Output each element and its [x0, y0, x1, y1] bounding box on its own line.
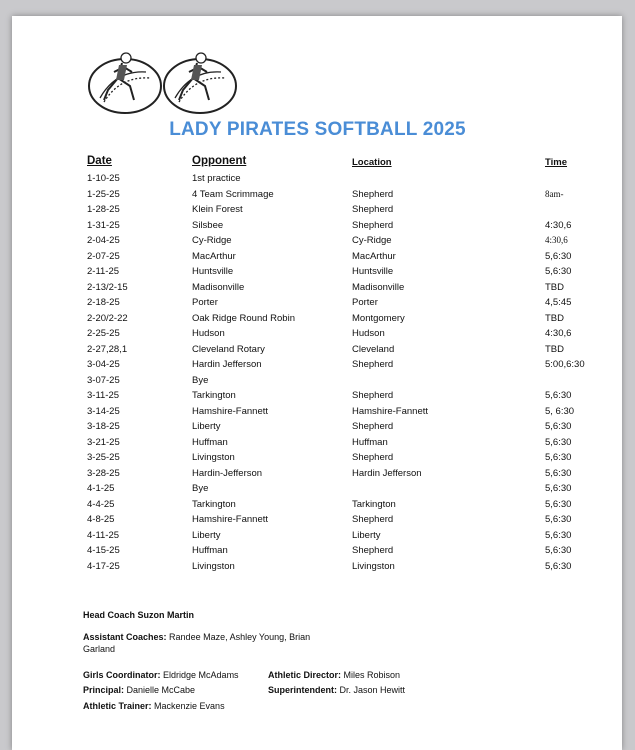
row-location: Tarkington	[352, 498, 396, 510]
row-time: 5:00,6:30	[545, 359, 585, 370]
row-time: TBD	[545, 343, 564, 355]
table-row	[12, 468, 622, 484]
softball-player-logo-icon	[161, 50, 239, 116]
row-time: 4:30,6	[545, 235, 568, 245]
row-opponent: Bye	[192, 483, 209, 494]
row-opponent: Tarkington	[192, 498, 236, 510]
row-opponent: Hudson	[192, 328, 225, 339]
assistant-coaches-value: Randee Maze, Ashley Young, Brian	[169, 632, 311, 642]
row-opponent: Hardin Jefferson	[192, 359, 262, 370]
row-location: Shepherd	[352, 421, 394, 432]
table-row	[12, 359, 622, 375]
row-time: 5, 6:30	[545, 405, 575, 417]
row-opponent: 4 Team Scrimmage	[192, 188, 274, 200]
table-row	[12, 545, 622, 561]
row-location: MacArthur	[352, 250, 396, 262]
row-opponent: 1st practice	[192, 173, 241, 184]
superintendent-value: Dr. Jason Hewitt	[339, 685, 406, 695]
table-row	[12, 173, 622, 189]
girls-coordinator	[83, 669, 239, 681]
row-date: 3-11-25	[87, 390, 120, 401]
row-opponent: Huntsville	[192, 266, 234, 277]
row-opponent: Livingston	[192, 452, 235, 463]
row-opponent: Livingston	[192, 560, 235, 572]
row-location: Montgomery	[352, 312, 405, 324]
row-time: 4:30,6	[545, 328, 572, 339]
row-opponent: Tarkington	[192, 390, 236, 401]
row-location: Livingston	[352, 560, 395, 572]
athletic-director	[268, 669, 400, 681]
row-time: 5,6:30	[545, 560, 572, 572]
table-row	[12, 220, 622, 236]
table-row	[12, 189, 622, 205]
page-title: LADY PIRATES SOFTBALL 2025	[169, 119, 466, 140]
row-time: 5,6:30	[545, 545, 572, 556]
row-date: 2-27,28,1	[87, 343, 128, 355]
row-date: 2-20/2-22	[87, 312, 128, 324]
row-opponent: Huffman	[192, 436, 228, 448]
row-date: 1-10-25	[87, 173, 120, 184]
row-opponent: Klein Forest	[192, 204, 243, 215]
row-location: Shepherd	[352, 545, 394, 556]
row-opponent: Cy-Ridge	[192, 235, 232, 246]
table-row	[12, 375, 622, 391]
row-location: Shepherd	[352, 188, 394, 200]
row-opponent: Cleveland Rotary	[192, 343, 265, 355]
row-opponent: Hardin-Jefferson	[192, 467, 263, 479]
row-location: Shepherd	[352, 514, 394, 525]
assistant-coaches-label: Assistant Coaches:	[83, 632, 167, 642]
row-time: 5,6:30	[545, 514, 572, 525]
table-row	[12, 235, 622, 251]
row-opponent: Madisonville	[192, 281, 245, 293]
row-opponent: Silsbee	[192, 219, 224, 231]
row-date: 4-4-25	[87, 498, 115, 510]
row-location: Shepherd	[352, 204, 394, 215]
row-opponent: Liberty	[192, 529, 221, 541]
row-date: 3-07-25	[87, 374, 120, 386]
superintendent	[268, 684, 405, 696]
row-opponent: Hamshire-Fannett	[192, 405, 269, 417]
row-opponent: Hamshire-Fannett	[192, 514, 269, 525]
principal-value: Danielle McCabe	[126, 685, 196, 695]
row-time: 5,6:30	[545, 436, 572, 448]
girls-coordinator-label: Girls Coordinator:	[83, 670, 161, 680]
row-time: TBD	[545, 312, 564, 324]
table-row	[12, 328, 622, 344]
row-location: Cleveland	[352, 343, 395, 355]
row-location: Hamshire-Fannett	[352, 405, 429, 417]
table-row	[12, 251, 622, 267]
head-coach: Head Coach Suzon Martin	[83, 610, 195, 620]
row-date: 2-07-25	[87, 250, 120, 262]
row-date: 3-25-25	[87, 452, 120, 463]
athletic-director-label: Athletic Director:	[268, 670, 342, 680]
row-location: Madisonville	[352, 281, 405, 293]
row-date: 4-17-25	[87, 560, 120, 572]
table-row	[12, 282, 622, 298]
table-row	[12, 530, 622, 546]
table-row	[12, 483, 622, 499]
row-date: 1-31-25	[87, 219, 120, 231]
row-date: 2-13/2-15	[87, 281, 128, 293]
row-time: 5,6:30	[545, 250, 572, 262]
row-location: Porter	[352, 297, 378, 308]
principal-label: Principal:	[83, 685, 125, 695]
row-date: 4-8-25	[87, 514, 115, 525]
row-location: Hardin Jefferson	[352, 467, 422, 479]
table-row	[12, 499, 622, 515]
row-time: 5,6:30	[545, 266, 572, 277]
row-time: 5,6:30	[545, 467, 572, 479]
table-row	[12, 297, 622, 313]
row-date: 4-11-25	[87, 529, 120, 541]
table-row	[12, 390, 622, 406]
assistant-coaches	[83, 631, 310, 655]
row-time: 5,6:30	[545, 483, 572, 494]
row-date: 1-25-25	[87, 188, 120, 200]
superintendent-label: Superintendent:	[268, 685, 337, 695]
row-opponent: Oak Ridge Round Robin	[192, 312, 295, 324]
schedule-page	[12, 16, 622, 750]
table-row	[12, 437, 622, 453]
row-date: 2-18-25	[87, 297, 120, 308]
row-time: 8am-	[545, 188, 564, 199]
table-row	[12, 204, 622, 220]
table-row	[12, 406, 622, 422]
row-date: 2-11-25	[87, 266, 120, 277]
row-date: 3-28-25	[87, 467, 120, 479]
table-row	[12, 344, 622, 360]
softball-player-logo-icon	[86, 50, 164, 116]
table-row	[12, 452, 622, 468]
row-location: Shepherd	[352, 219, 394, 231]
row-location: Huffman	[352, 436, 388, 448]
row-opponent: Liberty	[192, 421, 221, 432]
row-location: Cy-Ridge	[352, 235, 392, 246]
athletic-trainer-label: Athletic Trainer:	[83, 701, 152, 711]
row-opponent: Porter	[192, 297, 218, 308]
row-time: 5,6:30	[545, 421, 572, 432]
table-row	[12, 313, 622, 329]
athletic-trainer	[83, 700, 225, 712]
row-date: 4-15-25	[87, 545, 120, 556]
row-date: 3-14-25	[87, 405, 120, 417]
row-opponent: Bye	[192, 374, 209, 386]
row-date: 2-25-25	[87, 328, 120, 339]
table-row	[12, 561, 622, 577]
header-time: Time	[545, 157, 568, 168]
table-row	[12, 421, 622, 437]
row-location: Liberty	[352, 529, 381, 541]
row-time: 5,6:30	[545, 529, 572, 541]
row-time: 4:30,6	[545, 219, 572, 231]
row-opponent: MacArthur	[192, 250, 236, 262]
row-time: 5,6:30	[545, 498, 572, 510]
row-date: 4-1-25	[87, 483, 115, 494]
row-date: 3-21-25	[87, 436, 120, 448]
table-row	[12, 266, 622, 282]
row-location: Hudson	[352, 328, 385, 339]
row-location: Shepherd	[352, 452, 394, 463]
row-location: Huntsville	[352, 266, 394, 277]
table-row	[12, 514, 622, 530]
athletic-director-value: Miles Robison	[343, 670, 401, 680]
row-location: Shepherd	[352, 359, 394, 370]
row-date: 2-04-25	[87, 235, 120, 246]
header-location: Location	[352, 157, 392, 168]
principal	[83, 684, 195, 696]
row-opponent: Huffman	[192, 545, 228, 556]
row-date: 3-18-25	[87, 421, 120, 432]
row-time: 4,5:45	[545, 297, 572, 308]
row-date: 3-04-25	[87, 359, 120, 370]
row-location: Shepherd	[352, 390, 394, 401]
assistant-coaches-value-2: Garland	[83, 644, 116, 654]
row-time: TBD	[545, 281, 564, 293]
row-date: 1-28-25	[87, 204, 120, 215]
header-date: Date	[87, 155, 112, 167]
row-time: 5,6:30	[545, 390, 572, 401]
girls-coordinator-value: Eldridge McAdams	[163, 670, 239, 680]
row-time: 5,6:30	[545, 452, 572, 463]
athletic-trainer-value: Mackenzie Evans	[154, 701, 225, 711]
header-opponent: Opponent	[192, 155, 247, 167]
